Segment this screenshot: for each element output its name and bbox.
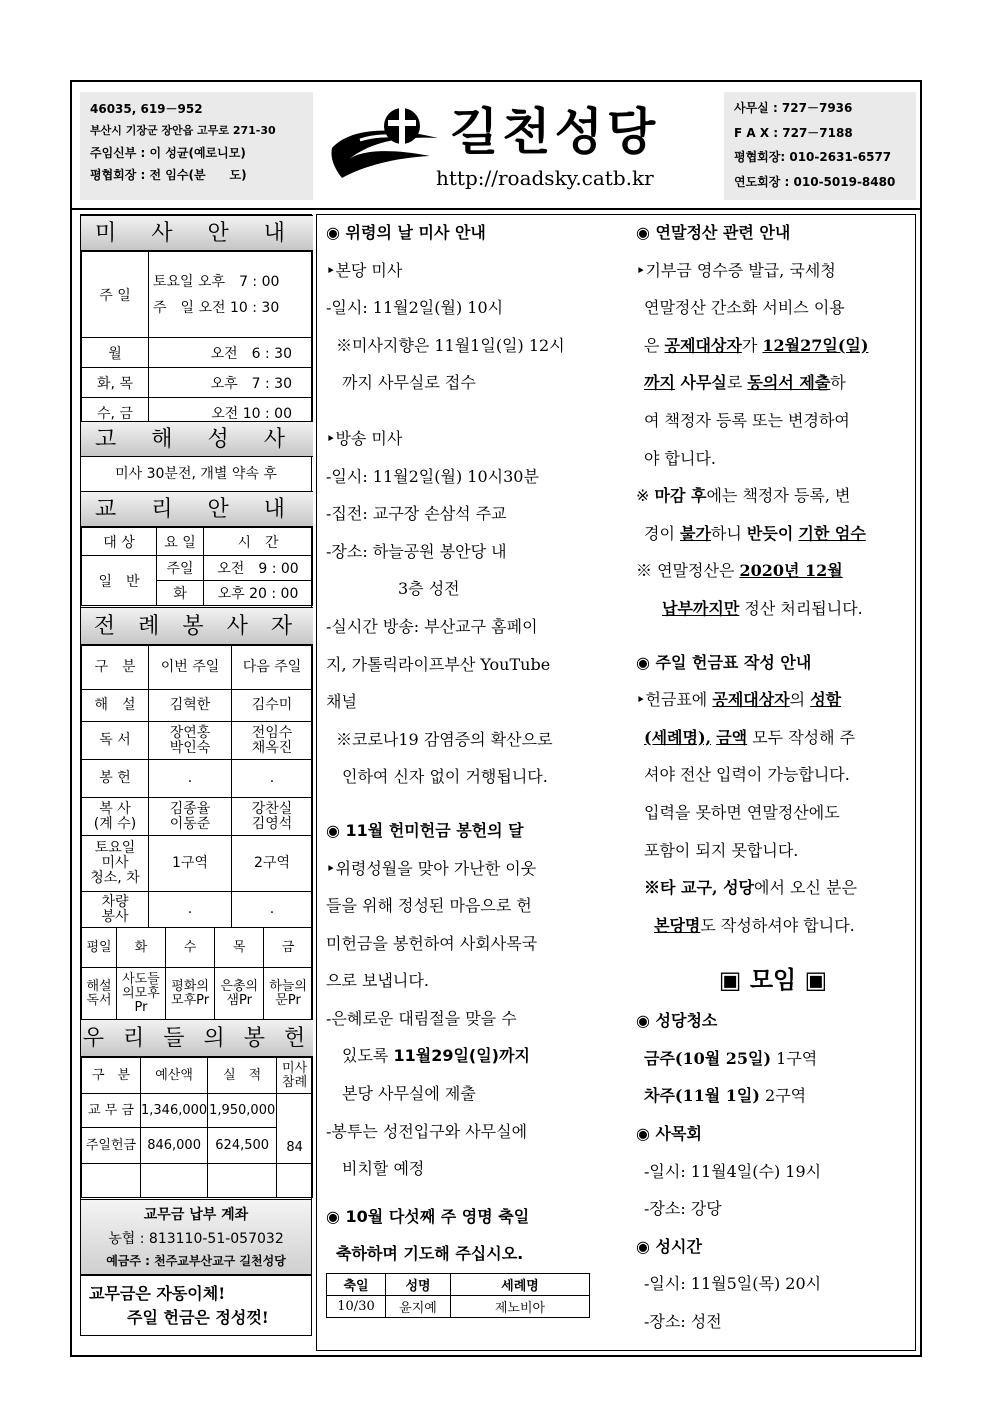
catechism-head: 시 간 [204,528,313,556]
catechism-table [81,527,313,606]
section-title: ◉ 10월 다섯째 주 영명 축일 [326,1206,530,1226]
section-title: ◉ 성당청소 [636,1011,718,1031]
text-line: ‣기부금 영수증 발급, 국세청 [636,260,836,280]
text-line: -집전: 교구장 손삼석 주교 [326,504,507,524]
mass-title: 미 사 안 내 [81,215,313,251]
account-holder: 예금주 : 천주교부산교구 길천성당 [106,1254,286,1268]
header-postal: 46035, 619－952 [90,102,203,116]
text-segment: 정산 처리됩니다. [739,598,863,618]
text-segment: 2020년 12월 [739,561,843,581]
text-segment: 공제대상자 [712,690,790,710]
text-segment: ※타 교구, 성당 [644,878,754,898]
offering-actual: 1,950,000 [208,1094,277,1128]
server-role: 토요일 미사 청소, 차 [82,836,149,892]
text-segment: 반듯이 [746,523,794,543]
text-line: -봉투는 성전입구와 사무실에 [326,1121,528,1141]
confession-title: 고 해 성 사 [81,421,313,457]
header-youth-chair: 연도회장 : 010-5019-8480 [734,174,896,189]
account-number: 농협 : 813110-51-057032 [108,1231,284,1247]
text-segment: ‣헌금표에 [636,690,713,710]
server-role: 봉 헌 [82,760,149,798]
text-line: -일시: 11월2일(월) 10시 [326,298,504,318]
section-title: ◉ 11월 헌미헌금 봉헌의 달 [326,820,524,840]
servers-table [81,645,313,928]
catechism-group: 일 반 [82,556,157,606]
offering-head: 실 적 [208,1058,277,1094]
feast-head: 세례명 [451,1274,590,1296]
text-line: ‣방송 미사 [326,428,403,448]
feast-table [326,1273,590,1318]
server-next-week: 전임수 채옥진 [232,722,313,760]
weekday-cell: 사도들 의모후 Pr [117,968,166,1020]
text-segment: 도 작성하셔야 합니다. [700,915,855,935]
weekday-head: 목 [215,928,264,968]
catechism-head: 요 일 [157,528,204,556]
mass-time: 오전 10 : 00 [149,398,313,428]
text-segment: 1구역 [771,1048,818,1068]
text-segment: 납부까지만 [662,598,740,618]
text-line: 여 책정자 등록 또는 변경하여 [644,410,850,430]
text-line: -일시: 11월4일(수) 19시 [644,1161,822,1181]
text-line: ※미사지향은 11월1일(일) 12시 [336,335,565,355]
weekday-cell: 은총의 샘Pr [215,968,264,1020]
header-info-right [724,92,916,200]
server-next-week: . [232,760,313,798]
weekday-cell: 하늘의 문Pr [264,968,313,1020]
weekday-head: 금 [264,928,313,968]
servers-head: 구 분 [82,646,149,690]
slogan-line: 주일 헌금은 정성껏! [127,1308,269,1327]
text-segment: 로 [726,373,748,393]
weekday-head: 수 [165,928,214,968]
text-segment: 하니 [710,523,747,543]
text-segment: 성함 [810,690,842,710]
weekday-table [81,927,313,1020]
text-segment: 모두 작성해 주 [747,727,856,747]
text-segment: 불가 [680,523,711,543]
text-line: 입력을 못하면 연말정산에도 [644,802,840,822]
text-segment: 기한 엄수 [798,523,866,543]
text-segment: 동의서 제출 [747,373,831,393]
weekday-head: 평일 [82,928,117,968]
text-segment: (세례명), [644,727,712,747]
text-segment: 차주(11월 1일) [644,1086,760,1106]
text-line: 까지 사무실로 접수 [342,373,476,393]
catechism-time: 오전 9 : 00 [204,556,313,581]
text-segment: 에서 오신 분은 [754,878,857,898]
text-segment: 12월27일(일) [762,335,869,355]
text-line: 채널 [326,692,357,712]
weekday-cell: 평화의 모후Pr [165,968,214,1020]
text-line: -일시: 11월2일(월) 10시30분 [326,466,539,486]
offering-head: 미사 참례 [277,1058,313,1094]
text-line: 본당 사무실에 제출 [342,1084,476,1104]
text-line: 연말정산 간소화 서비스 이용 [644,298,845,318]
text-segment: 11월29일(일)까지 [393,1046,530,1066]
text-segment: 금액 [716,727,748,747]
church-logo [330,98,442,180]
section-title: ◉ 사목회 [636,1124,702,1144]
servers-title: 전 례 봉 사 자 [81,607,313,645]
text-segment: ※ 연말정산은 [636,561,740,581]
text-segment: 금주(10월 25일) [644,1048,772,1068]
text-line: 야 합니다. [644,448,716,468]
header-pastor: 주임신부 : 이 성균(예로니모) [90,146,246,160]
catechism-day: 주일 [157,556,204,581]
mass-day-sunday: 주 일 [82,252,149,338]
text-line: 지, 가톨릭라이프부산 YouTube [326,654,551,674]
text-line: -장소: 하늘공원 봉안당 내 [326,541,507,561]
text-line: ※코로나19 감염증의 확산으로 [336,729,553,749]
middle-column [326,214,616,1318]
text-line: 으로 보냅니다. [326,971,429,991]
feast-name: 윤지예 [386,1296,451,1318]
server-next-week: . [232,892,313,928]
offering-table [81,1057,313,1198]
text-segment: 2구역 [759,1086,807,1106]
mass-time: 토요일 오후 7 : 00 [153,273,280,290]
text-line: 3층 성전 [398,579,460,599]
text-segment: 본당명 [654,915,701,935]
mass-time: 오후 7 : 30 [149,368,313,398]
text-line: 셔야 전산 입력이 가능합니다. [644,765,850,785]
text-segment: 에는 책정자 등록, 변 [706,486,851,506]
mass-time: 오전 6 : 30 [149,338,313,368]
church-title: 길천성당 [450,103,660,161]
text-segment: 마감 후 [654,486,707,506]
header-info-left [80,92,313,200]
feast-head: 성명 [386,1274,451,1296]
server-next-week: 2구역 [232,836,313,892]
server-this-week: 1구역 [149,836,232,892]
offering-budget: 1,346,000 [141,1094,208,1128]
confession-text: 미사 30분전, 개별 약속 후 [115,466,277,482]
slogan-box [81,1275,311,1335]
mass-day: 화, 목 [82,368,149,398]
header-address: 부산시 기장군 장안읍 고무로 271-30 [90,124,276,137]
text-line: 들을 위해 정성된 마음으로 헌 [326,896,532,916]
text-segment: 사무실 [674,373,727,393]
offering-head: 예산액 [141,1058,208,1094]
server-this-week: 장연홍 박인숙 [149,722,232,760]
mass-time: 주 일 오전 10 : 30 [153,299,280,316]
server-role: 복 사 (계 수) [82,798,149,836]
text-segment: 경이 [644,523,680,543]
server-this-week: 김혁한 [149,690,232,722]
section-title: ◉ 성시간 [636,1236,702,1256]
text-line: -일시: 11월5일(목) 20시 [644,1274,822,1294]
moim-heading: ▣ 모임 ▣ [718,966,828,995]
header-council-chair-left: 평협회장 : 전 임수(분 도) [90,168,247,182]
servers-head: 다음 주일 [232,646,313,690]
text-line: 포함이 되지 못합니다. [644,840,799,860]
offering-actual: 624,500 [208,1128,277,1164]
mass-day: 수, 금 [82,398,149,428]
weekday-cell: 해설 독서 [82,968,117,1020]
text-segment: 의 [789,690,811,710]
section-title: ◉ 연말정산 관련 안내 [636,223,791,242]
text-line: 인하여 신자 없이 거행됩니다. [342,767,548,787]
server-next-week: 강찬실 김영석 [232,798,313,836]
feast-date: 10/30 [327,1296,386,1318]
header-office: 사무실 : 727－7936 [734,101,853,115]
header-divider [70,208,922,210]
text-line: 미헌금을 봉헌하여 사회사목국 [326,933,538,953]
weekday-head: 화 [117,928,166,968]
server-role: 해 설 [82,690,149,722]
text-segment: 은 [644,335,665,355]
feast-baptismal-name: 제노비아 [451,1296,590,1318]
offering-title: 우 리 들 의 봉 헌 [81,1019,313,1057]
offering-attendance: 84 [277,1094,313,1164]
catechism-day: 화 [157,581,204,606]
text-line: -장소: 성전 [644,1312,722,1332]
server-next-week: 김수미 [232,690,313,722]
section-title: ◉ 위령의 날 미사 안내 [326,223,486,242]
offering-head: 구 분 [82,1058,141,1094]
section-subtitle: 축하하며 기도해 주십시오. [336,1244,524,1264]
server-role: 독 서 [82,722,149,760]
server-this-week: . [149,760,232,798]
text-line: ‣본당 미사 [326,260,403,280]
text-line: -은혜로운 대림절을 맞을 수 [326,1008,517,1028]
catechism-title: 교 리 안 내 [81,491,313,527]
text-line: ‣위령성월을 맞아 가난한 이웃 [326,858,537,878]
server-role: 차량 봉사 [82,892,149,928]
text-segment: 가 [741,335,763,355]
account-title: 교무금 납부 계좌 [143,1207,249,1223]
catechism-head: 대 상 [82,528,157,556]
text-line: -실시간 방송: 부산교구 홈페이 [326,616,538,636]
offering-label: 주일헌금 [82,1128,141,1164]
server-this-week: . [149,892,232,928]
text-line: 비치할 예정 [342,1159,425,1179]
text-segment: 공제대상자 [664,335,742,355]
server-this-week: 김종율 이동준 [149,798,232,836]
right-column [636,214,910,1341]
mass-table [81,251,313,428]
text-segment: 까지 [644,373,675,393]
section-title: ◉ 주일 헌금표 작성 안내 [636,652,812,672]
slogan-line: 교무금은 자동이체! [89,1284,226,1303]
servers-head: 이번 주일 [149,646,232,690]
sidebar [80,214,312,1336]
text-segment: 있도록 [342,1046,394,1066]
text-segment: ※ [636,486,655,506]
feast-head: 축일 [327,1274,386,1296]
text-segment: 하 [830,373,846,393]
header-council-chair: 평협회장: 010-2631-6577 [734,150,892,164]
text-line: -장소: 강당 [644,1199,722,1219]
offering-label: 교 무 금 [82,1094,141,1128]
mass-day: 월 [82,338,149,368]
header-fax: F A X : 727－7188 [734,125,853,140]
church-url[interactable]: http://roadsky.catb.kr [436,166,654,190]
account-box [81,1199,311,1275]
catechism-time: 오후 20 : 00 [204,581,313,606]
offering-budget: 846,000 [141,1128,208,1164]
